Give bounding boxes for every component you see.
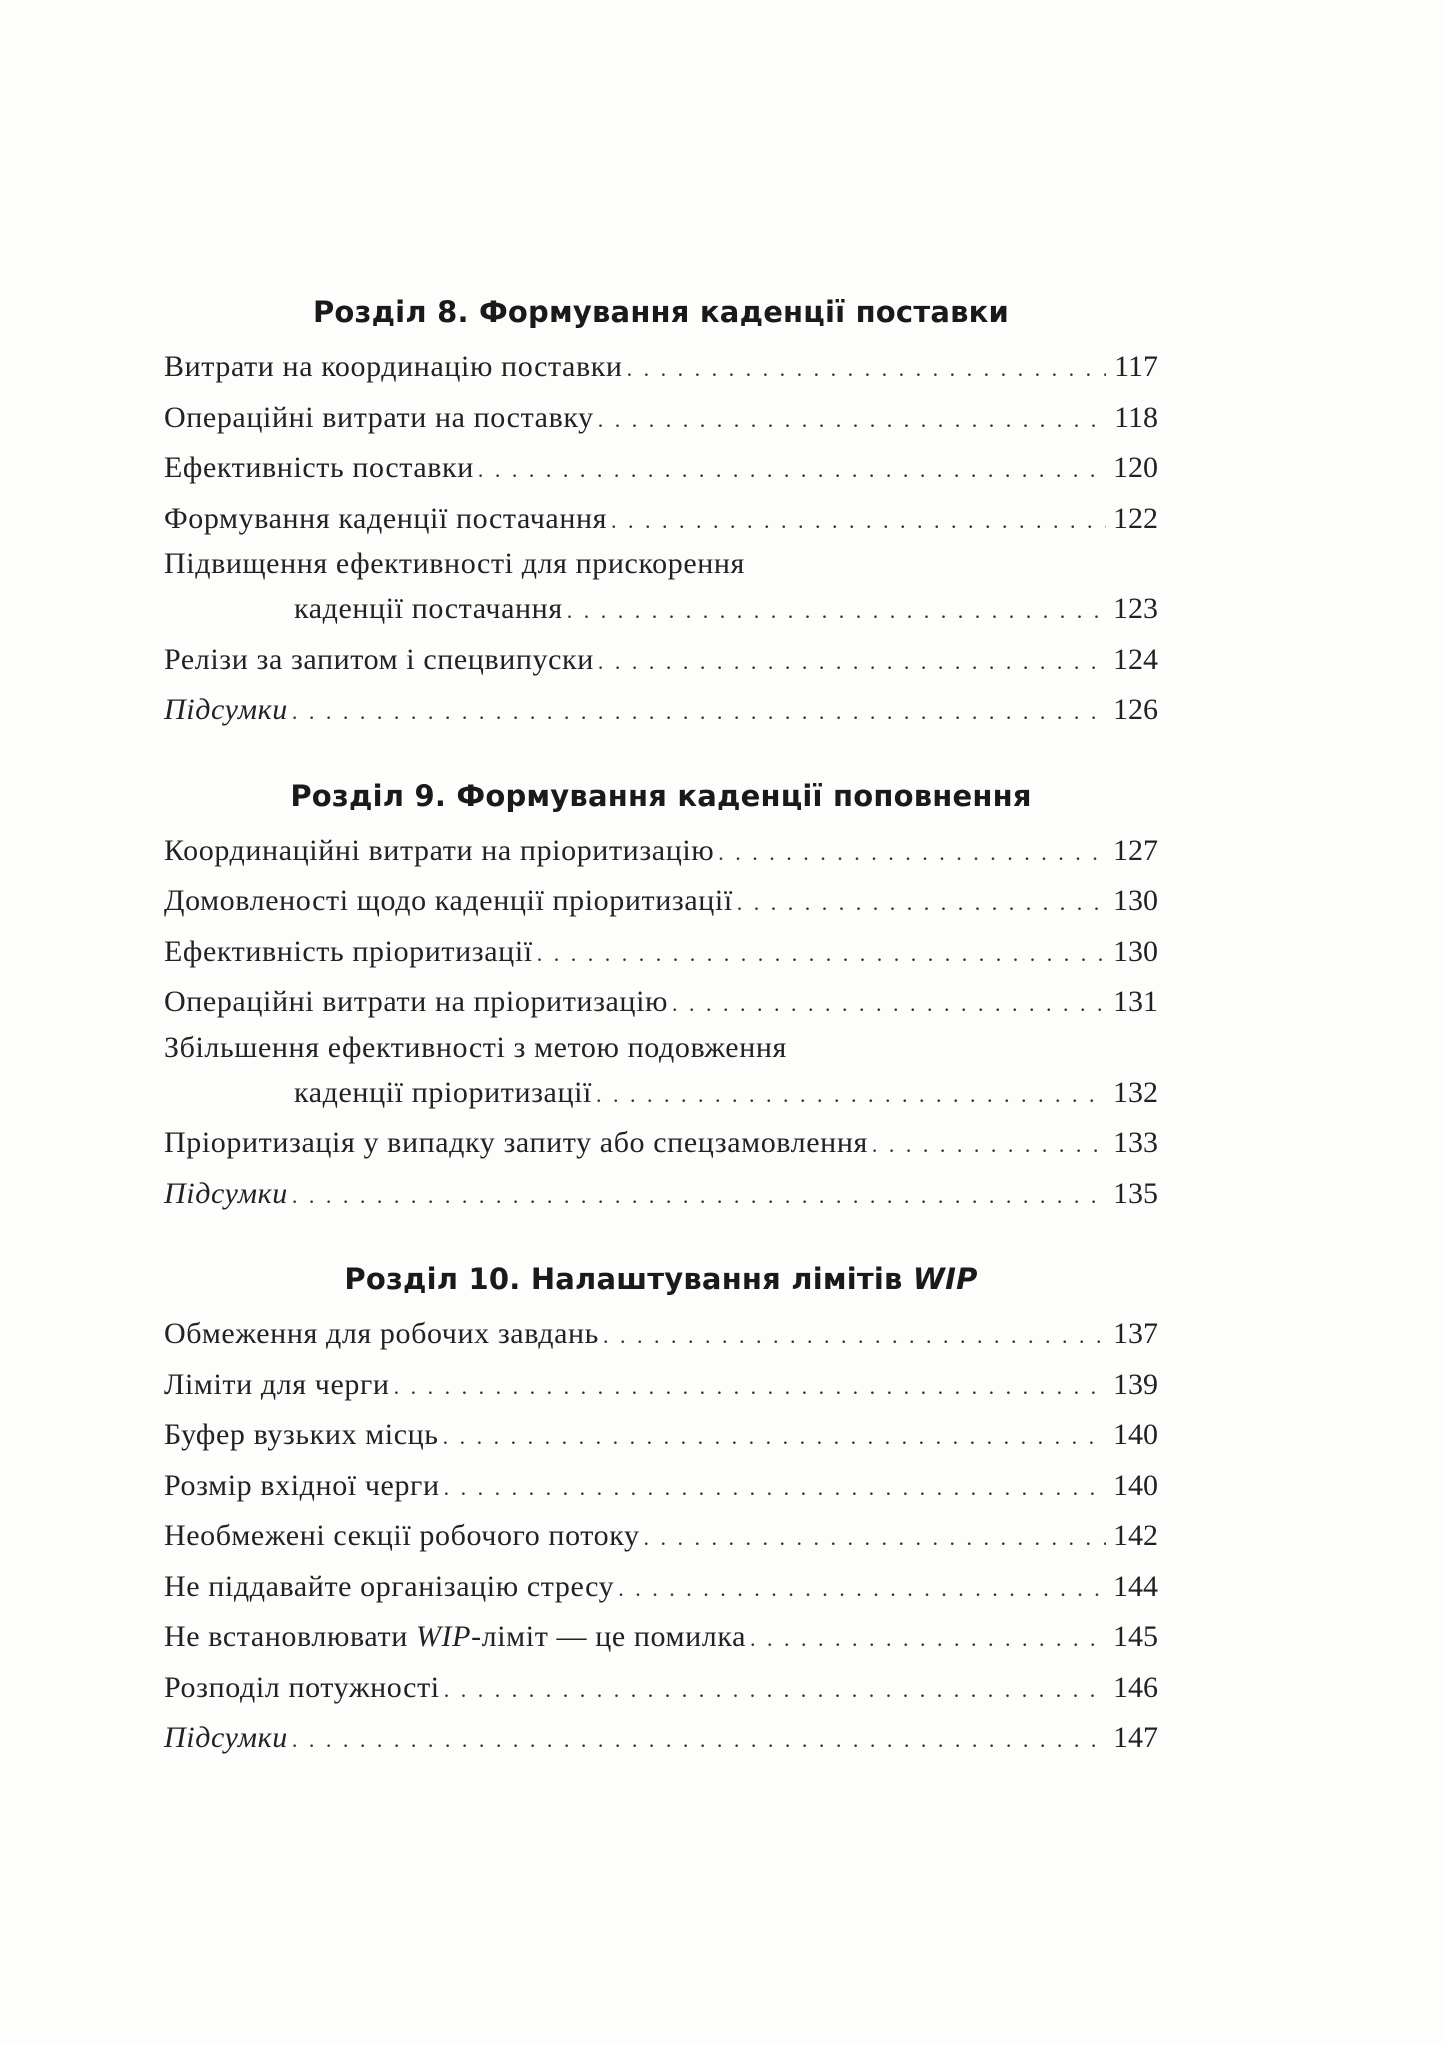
dot-leader bbox=[598, 395, 1106, 446]
dot-leader bbox=[718, 828, 1106, 879]
toc-entry[interactable] bbox=[164, 1410, 1158, 1461]
toc-entry-title-line-1: Збільшення ефективності з метою подовження bbox=[164, 1030, 787, 1064]
toc-entry-title: Розподіл потужності bbox=[164, 1670, 440, 1704]
chapter-10 bbox=[164, 1255, 1158, 1764]
toc-entry-title-line-1: Підвищення ефективності для прискорення bbox=[164, 547, 745, 580]
toc-entry-title-line-2: каденції пріоритизації bbox=[294, 1075, 592, 1109]
toc-entry-page: 126 bbox=[1113, 693, 1158, 726]
toc-entry-title: Необмежені секції робочого потоку bbox=[164, 1519, 640, 1552]
toc-entry-title: Підсумки bbox=[164, 1721, 288, 1754]
toc-entry-page: 140 bbox=[1113, 1468, 1158, 1502]
dot-leader bbox=[872, 1120, 1106, 1171]
toc-entry-title: Пріоритизація у випадку запиту або спецзамовлення bbox=[164, 1126, 868, 1159]
dot-leader bbox=[618, 1564, 1106, 1615]
toc-entry-title: Операційні витрати на поставку bbox=[164, 400, 594, 434]
dot-leader bbox=[598, 637, 1106, 688]
dot-leader bbox=[567, 586, 1106, 637]
toc-entry[interactable] bbox=[164, 977, 1158, 1028]
dot-leader bbox=[292, 1715, 1106, 1766]
toc-entry-title: Розмір вхідної черги bbox=[164, 1468, 440, 1502]
toc-entry-page: 145 bbox=[1113, 1620, 1158, 1653]
chapter-heading bbox=[164, 1255, 1158, 1303]
toc-entry-page: 147 bbox=[1113, 1721, 1158, 1754]
toc-entry-summary[interactable] bbox=[164, 685, 1158, 736]
toc-entry[interactable] bbox=[164, 1461, 1158, 1512]
toc-entry-page: 144 bbox=[1113, 1569, 1158, 1603]
dot-leader bbox=[537, 929, 1106, 980]
dot-leader bbox=[627, 344, 1106, 395]
toc-entry[interactable] bbox=[164, 443, 1158, 494]
chapter-heading-italic: WIP bbox=[912, 1262, 978, 1296]
toc-entry-title: Не піддавайте організацію стресу bbox=[164, 1569, 615, 1603]
toc-entry-page: 118 bbox=[1114, 400, 1158, 434]
toc-entry-title: Ліміти для черги bbox=[164, 1367, 390, 1401]
toc-entry-page: 132 bbox=[1113, 1075, 1158, 1109]
toc-entry-page: 135 bbox=[1113, 1176, 1158, 1210]
toc-entry-title: Буфер вузьких місць bbox=[164, 1418, 439, 1451]
chapter-8 bbox=[164, 288, 1158, 736]
toc-entry[interactable] bbox=[164, 544, 1158, 635]
toc-entry-title: Ефективність поставки bbox=[164, 451, 474, 484]
toc-entry-summary[interactable] bbox=[164, 1169, 1158, 1220]
toc-entry-title-line-2: каденції постачання bbox=[294, 592, 563, 625]
toc-entry[interactable] bbox=[164, 1612, 1158, 1663]
toc-entry-title: Ефективність пріоритизації bbox=[164, 934, 533, 968]
toc-entry-title: Координаційні витрати на пріоритизацію bbox=[164, 833, 715, 867]
toc-entry-title: Витрати на координацію поставки bbox=[164, 350, 623, 383]
toc-entry-page: 139 bbox=[1113, 1367, 1158, 1401]
toc-entry-title: Релізи за запитом і спецвипуски bbox=[164, 642, 594, 676]
dot-leader bbox=[292, 1171, 1106, 1222]
chapter-heading: Розділ 9. Формування каденції поповнення bbox=[290, 778, 1032, 813]
chapter-9 bbox=[164, 772, 1158, 1220]
toc-entry-page: 137 bbox=[1113, 1317, 1158, 1350]
toc-entry-page: 146 bbox=[1113, 1670, 1158, 1704]
toc-entry[interactable] bbox=[164, 1511, 1158, 1562]
toc-entry-page: 142 bbox=[1113, 1519, 1158, 1552]
toc-entry[interactable] bbox=[164, 927, 1158, 978]
dot-leader bbox=[444, 1463, 1106, 1514]
toc-entry-title-suffix: -ліміт — це помилка bbox=[471, 1620, 747, 1653]
toc-entry-page: 123 bbox=[1113, 592, 1158, 625]
toc-entry[interactable] bbox=[164, 635, 1158, 686]
dot-leader bbox=[603, 1311, 1106, 1362]
dot-leader bbox=[611, 496, 1106, 547]
toc-entry-page: 130 bbox=[1113, 884, 1158, 917]
table-of-contents bbox=[164, 288, 1158, 1764]
dot-leader bbox=[443, 1412, 1106, 1463]
toc-entry-page: 122 bbox=[1113, 501, 1158, 535]
toc-entry-title-italic: WIP bbox=[415, 1620, 472, 1653]
toc-entry-page: 120 bbox=[1113, 451, 1158, 484]
toc-entry-title bbox=[164, 1612, 746, 1663]
toc-entry[interactable] bbox=[164, 1309, 1158, 1360]
dot-leader bbox=[644, 1513, 1106, 1564]
toc-entry-page: 140 bbox=[1113, 1418, 1158, 1451]
toc-entry[interactable] bbox=[164, 393, 1158, 444]
toc-entry-title-prefix: Не встановлювати bbox=[164, 1620, 416, 1653]
dot-leader bbox=[394, 1362, 1106, 1413]
toc-entry-title: Підсумки bbox=[164, 693, 288, 726]
toc-entry[interactable] bbox=[164, 826, 1158, 877]
toc-entry-page: 133 bbox=[1113, 1126, 1158, 1159]
toc-entry-page: 130 bbox=[1113, 934, 1158, 968]
toc-entry[interactable] bbox=[164, 494, 1158, 545]
toc-entry-title: Обмеження для робочих завдань bbox=[164, 1317, 599, 1350]
toc-entry-title: Підсумки bbox=[164, 1176, 288, 1210]
dot-leader bbox=[444, 1665, 1106, 1716]
toc-entry[interactable] bbox=[164, 1118, 1158, 1169]
toc-entry-page: 131 bbox=[1113, 985, 1158, 1018]
chapter-heading-text: Розділ 10. Налаштування лімітів bbox=[344, 1262, 913, 1296]
toc-entry[interactable] bbox=[164, 342, 1158, 393]
toc-entry-title: Операційні витрати на пріоритизацію bbox=[164, 985, 669, 1018]
dot-leader bbox=[292, 687, 1106, 738]
toc-entry[interactable] bbox=[164, 1360, 1158, 1411]
dot-leader bbox=[750, 1614, 1106, 1665]
toc-entry[interactable] bbox=[164, 1028, 1158, 1119]
toc-entry[interactable] bbox=[164, 1562, 1158, 1613]
toc-entry-title: Домовленості щодо каденції пріоритизації bbox=[164, 884, 733, 917]
dot-leader bbox=[478, 445, 1106, 496]
toc-entry[interactable] bbox=[164, 1663, 1158, 1714]
toc-entry-summary[interactable] bbox=[164, 1713, 1158, 1764]
toc-entry-page: 127 bbox=[1113, 833, 1158, 867]
dot-leader bbox=[596, 1070, 1106, 1121]
toc-entry-page: 117 bbox=[1114, 350, 1158, 383]
toc-entry-title: Формування каденції постачання bbox=[164, 501, 608, 535]
toc-entry-page: 124 bbox=[1113, 642, 1158, 676]
dot-leader bbox=[737, 878, 1106, 929]
toc-entry[interactable] bbox=[164, 876, 1158, 927]
chapter-heading: Розділ 8. Формування каденції поставки bbox=[312, 295, 1010, 329]
dot-leader bbox=[672, 979, 1106, 1030]
